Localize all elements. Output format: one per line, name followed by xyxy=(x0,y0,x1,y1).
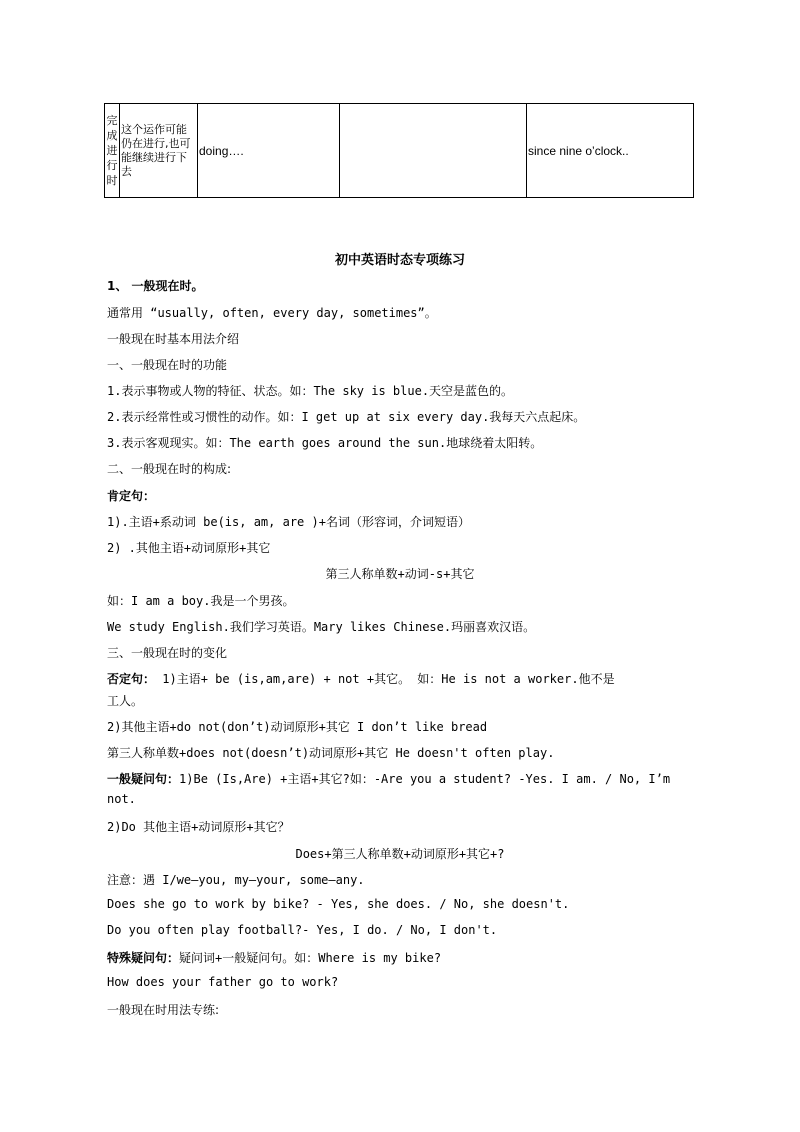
intro-text: 一般现在时基本用法介绍 xyxy=(107,332,240,346)
negative-3: 第三人称单数+does not(doesn’t)动词原形+其它 He doesn't often play. xyxy=(107,746,555,760)
example-5: How does your father go to work? xyxy=(107,975,339,989)
function-2: 2.表示经常性或习惯性的动作。如：I get up at six every day.我每天六点起床。 xyxy=(107,410,586,424)
page-title: 初中英语时态专项练习 xyxy=(334,253,465,268)
form-heading: 二、一般现在时的构成: xyxy=(107,462,232,476)
affirmative-2: 2) .其他主语+动词原形+其它 xyxy=(107,541,271,555)
change-heading: 三、一般现在时的变化 xyxy=(107,646,228,660)
question-2: 2)Do 其他主语+动词原形+其它？ xyxy=(107,820,290,834)
negative-line-1-cont: 工人。 xyxy=(107,694,144,708)
affirmative-1: 1).主语+系动词 be(is, am, are )+名词（形容词，介词短语） xyxy=(107,515,470,529)
practice-heading: 一般现在时用法专练: xyxy=(107,1003,220,1017)
example-2: We study English.我们学习英语。Mary likes Chinese.玛丽喜欢汉语。 xyxy=(107,620,536,634)
empty-cell xyxy=(340,104,527,198)
question-3: Does+第三人称单数+动词原形+其它+? xyxy=(295,847,505,861)
question-line-1: 一般疑问句：1)Be (Is,Are) +主语+其它?如：-Are you a student? -Yes. I am. / No, I’m xyxy=(107,772,671,786)
negative-line-1: 否定句： 1)主语+ be (is,am,are) + not +其它。 如：He is not a worker.他不是 xyxy=(107,672,615,686)
example-cell: since nine o’clock.. xyxy=(527,104,694,198)
meaning-cell: 这个运作可能仍在进行,也可能继续进行下去 xyxy=(120,104,198,198)
section-heading: 1、 一般现在时。 xyxy=(107,279,204,293)
wh-question-line: 特殊疑问句：疑问词+一般疑问句。如：Where is my bike? xyxy=(107,951,442,965)
tense-name-cell: 完 成 进 行 时 xyxy=(105,104,120,198)
wh-question-label: 特殊疑问句： xyxy=(107,951,180,965)
table-row xyxy=(105,104,694,198)
question-line-1-cont: not. xyxy=(107,792,136,806)
note-text: 注意：遇 I/we—you, my—your, some—any. xyxy=(107,873,365,887)
negative-2: 2)其他主语+do not(don’t)动词原形+其它 I don’t like bread xyxy=(107,720,488,734)
usage-words: 通常用 “usually, often, every day, sometimes”。 xyxy=(107,306,437,320)
tense-table xyxy=(104,103,694,198)
example-4: Do you often play football?- Yes, I do. / No, I don't. xyxy=(107,923,498,937)
affirmative-label: 肯定句： xyxy=(107,489,156,503)
function-1: 1.表示事物或人物的特征、状态。如：The sky is blue.天空是蓝色的。 xyxy=(107,384,514,398)
affirmative-3: 第三人称单数+动词-s+其它 xyxy=(325,567,475,581)
negative-label: 否定句： xyxy=(107,672,156,686)
example-3: Does she go to work by bike? - Yes, she does. / No, she doesn't. xyxy=(107,897,570,911)
example-1: 如：I am a boy.我是一个男孩。 xyxy=(107,594,295,608)
question-label: 一般疑问句： xyxy=(107,772,180,786)
structure-cell: doing…. xyxy=(198,104,340,198)
function-heading: 一、一般现在时的功能 xyxy=(107,358,228,372)
function-3: 3.表示客观现实。如：The earth goes around the sun.地球绕着太阳转。 xyxy=(107,436,543,450)
